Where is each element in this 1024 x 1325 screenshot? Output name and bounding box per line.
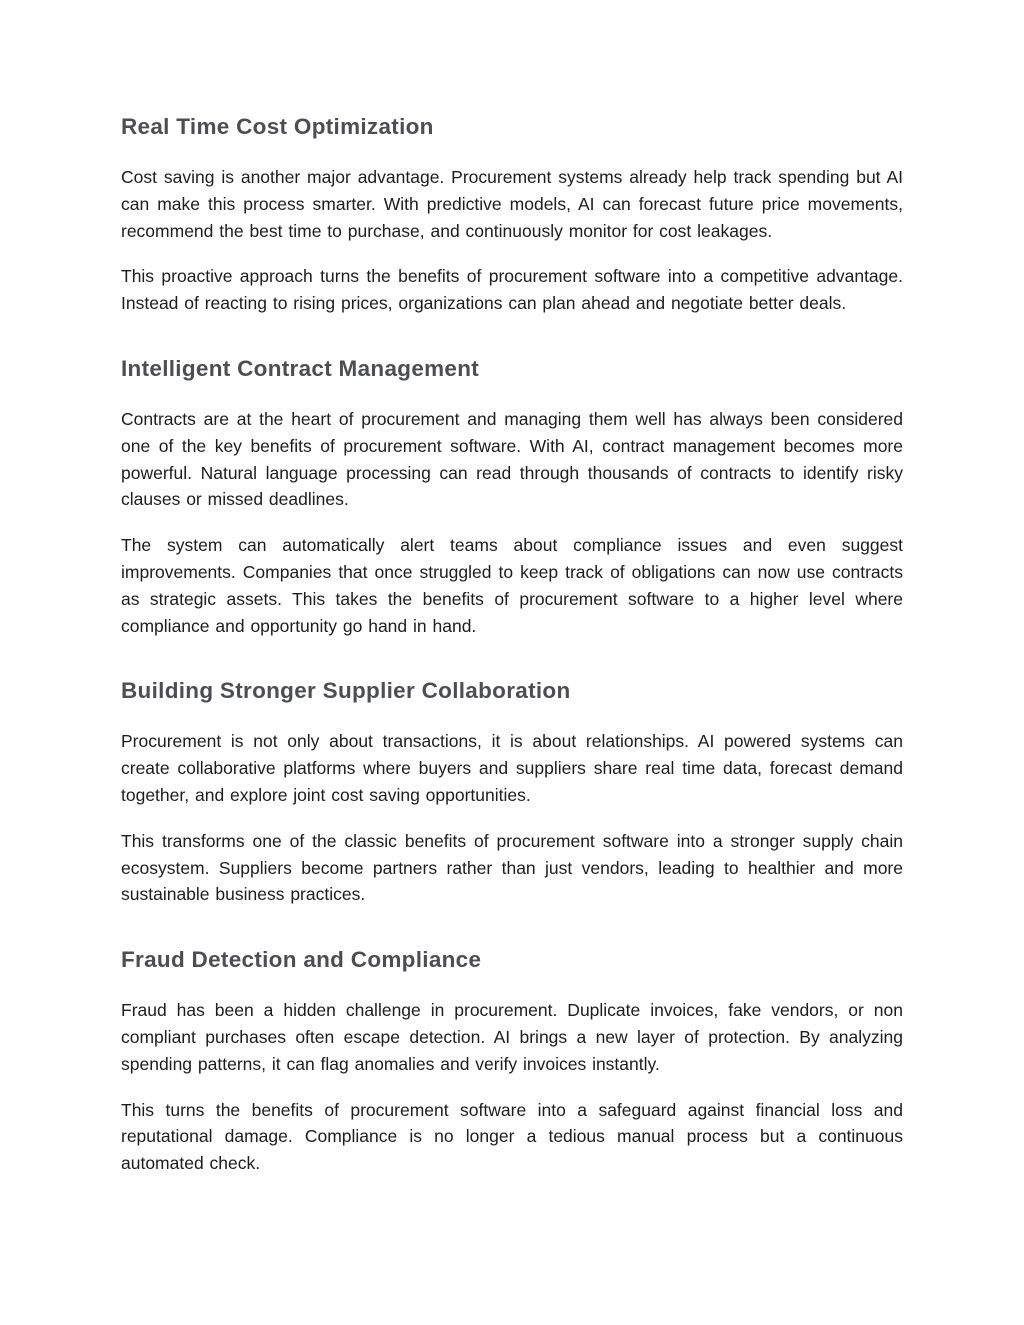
paragraph: Procurement is not only about transactions, it is about relationships. AI powered systems can create collaborative platforms where buyers and suppliers share real time data, forecast demand together, and explore joint cost saving opportunities. xyxy=(121,731,903,805)
paragraph: This transforms one of the classic benefits of procurement software into a stronger supply chain ecosystem. Suppliers become partners rather than just vendors, leading to healthier and more sustainable business practices. xyxy=(121,830,903,905)
section-fraud-detection-and-compliance xyxy=(121,945,903,1177)
section-heading: Intelligent Contract Management xyxy=(121,355,480,381)
paragraph: Cost saving is another major advantage. Procurement systems already help track spending but AI can make this process smarter. With predictive models, AI can forecast future price movements, recommend the best time to purchase, and continuously monitor for cost leakages. xyxy=(121,167,903,241)
paragraph: This turns the benefits of procurement software into a safeguard against financial loss and reputational damage. Compliance is no longer a tedious manual process but a continuous automated check. xyxy=(121,1099,903,1174)
section-building-stronger-supplier-collaboration xyxy=(121,676,903,908)
section-real-time-cost-optimization xyxy=(121,112,903,317)
section-heading: Fraud Detection and Compliance xyxy=(121,947,482,973)
paragraph: The system can automatically alert teams about compliance issues and even suggest improvements. Companies that once struggled to keep track of obligations can now use contracts as strategic assets. This takes the benefits of procurement software to a higher level where compliance and opportunity go hand in hand. xyxy=(121,535,903,636)
section-heading: Building Stronger Supplier Collaboration xyxy=(121,678,571,704)
paragraph: Contracts are at the heart of procurement and managing them well has always been considered one of the key benefits of procurement software. With AI, contract management becomes more powerful. Natural language processing can read through thousands of contracts to identify risky clauses or missed deadlines. xyxy=(121,408,903,510)
paragraph: This proactive approach turns the benefits of procurement software into a competitive advantage. Instead of reacting to rising prices, organizations can plan ahead and negotiate better deals. xyxy=(121,266,903,314)
paragraph: Fraud has been a hidden challenge in procurement. Duplicate invoices, fake vendors, or non compliant purchases often escape detection. AI brings a new layer of protection. By analyzing spending patterns, it can flag anomalies and verify invoices instantly. xyxy=(121,1000,903,1074)
section-intelligent-contract-management xyxy=(121,354,903,639)
section-heading: Real Time Cost Optimization xyxy=(121,114,434,139)
